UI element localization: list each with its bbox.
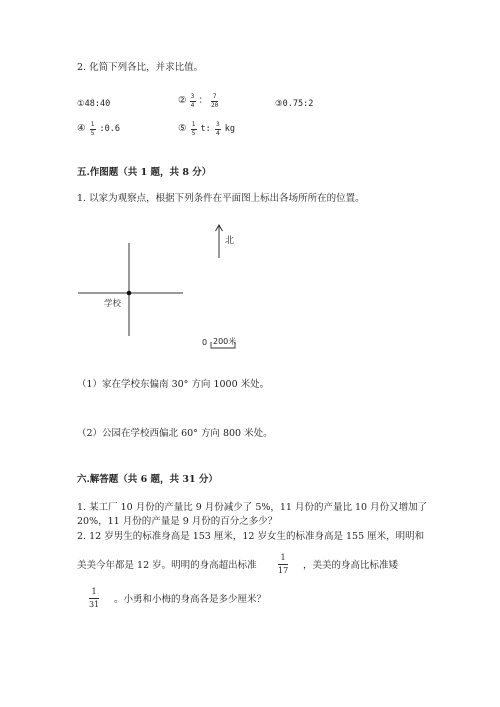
q2-title: 2. 化简下列各比，并求比值。 xyxy=(77,62,204,73)
school-label: 学校 xyxy=(104,299,122,309)
fraction-b xyxy=(215,122,221,137)
ratio-rest: :0.6 xyxy=(99,124,121,135)
section6-heading: 六.解答题（共 6 题，共 31 分） xyxy=(77,474,218,485)
item-number: ⑤ xyxy=(178,123,187,135)
numerator: 3 xyxy=(190,93,195,100)
fraction-b xyxy=(211,94,218,109)
numerator: 1 xyxy=(280,553,286,562)
fraction-a xyxy=(190,94,196,109)
unit: kg xyxy=(224,124,236,135)
map-diagram xyxy=(70,222,250,352)
q2-item-1: ①48:40 xyxy=(77,99,111,109)
ratio-middle: t: xyxy=(200,124,211,135)
numerator: 1 xyxy=(91,587,97,596)
q2-item-2 xyxy=(178,94,218,109)
fraction-1-17 xyxy=(278,554,288,575)
numerator: 7 xyxy=(212,93,217,100)
numerator: 1 xyxy=(90,121,95,128)
fraction-a xyxy=(90,122,96,137)
ratio-colon: ： xyxy=(198,95,209,107)
item-number: ④ xyxy=(77,123,86,135)
section6-q2-line3: 。小勇和小梅的身高各是多少厘米？ xyxy=(114,594,267,605)
school-point xyxy=(127,291,132,296)
section6-q1-line1: 1. 某工厂 10 月份的产量比 9 月份减少了 5%，11 月份的产量比 10 月份又增加了 xyxy=(77,502,428,513)
fraction-a xyxy=(191,122,197,137)
section5-heading: 五.作图题（共 1 题，共 8 分） xyxy=(77,167,212,178)
denominator: 17 xyxy=(278,565,289,575)
section6-q2-line1: 2. 12 岁男生的标准身高是 153 厘米，12 岁女生的标准身高是 155 厘米，明明和 xyxy=(77,531,425,542)
denominator: 4 xyxy=(190,101,195,109)
section6-q2-line2a: 美美今年都是 12 岁。明明的身高超出标准 xyxy=(77,560,257,571)
denominator: 20 xyxy=(211,101,219,109)
denominator: 5 xyxy=(191,129,196,137)
section5-q1: 1. 以家为观察点，根据下列条件在平面图上标出各场所所在的位置。 xyxy=(77,193,365,204)
item-number: ② xyxy=(178,95,187,107)
fraction-1-31 xyxy=(89,588,99,609)
denominator: 31 xyxy=(89,599,100,609)
q2-item-4 xyxy=(77,122,120,137)
section6-q2-line2b: ，美美的身高比标准矮 xyxy=(303,560,399,571)
section5-part2: （2）公园在学校西偏北 60° 方向 800 米处。 xyxy=(77,428,273,439)
numerator: 3 xyxy=(215,121,220,128)
section6-q1-line2: 20%，11 月份的产量是 9 月份的百分之多少？ xyxy=(77,516,278,527)
denominator: 4 xyxy=(215,129,220,137)
q2-item-3: ③0.75:2 xyxy=(275,99,314,109)
numerator: 1 xyxy=(191,121,196,128)
north-label: 北 xyxy=(225,236,235,246)
q2-item-5 xyxy=(178,122,235,137)
scale-value: 200米 xyxy=(213,337,237,346)
scale-zero: 0 xyxy=(202,338,208,347)
denominator: 5 xyxy=(90,129,95,137)
section5-part1: （1）家在学校东偏南 30° 方向 1000 米处。 xyxy=(77,379,270,390)
